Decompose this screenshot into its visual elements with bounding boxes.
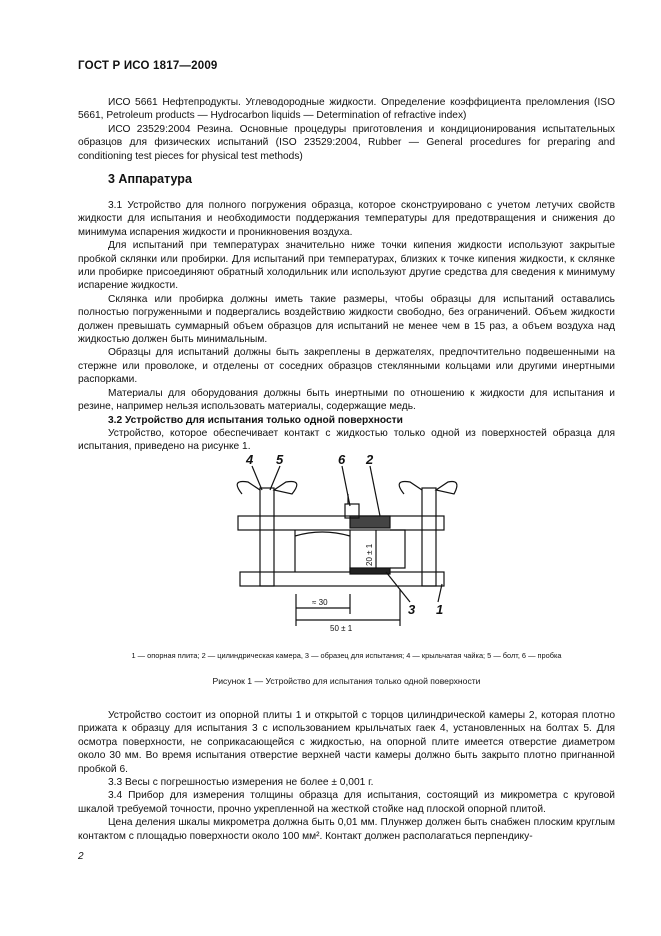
paragraph-closed-vessels: Для испытаний при температурах значительно ниже точки кипения жидкости используют закрытые пробкой склянки или пробирки. Для испытаний при температурах, близких к точке кипения жидкости, к склянке или пробирке присоединяют обратный холодильник или используют другие средства для сведения к минимуму испарение жидкости.: [78, 240, 615, 292]
callout-2: 2: [366, 452, 374, 467]
paragraph-3-1: 3.1 Устройство для полного погружения образца, которое сконструировано с учетом летучих свойств жидкости для испытания и необходимости поддержания температуры для предотвращения и снижения до минимума испарения жидкости и проникновения воздуха.: [78, 200, 615, 238]
paragraph-3-3: 3.3 Весы с погрешностью измерения не более ± 0,001 г.: [108, 777, 374, 789]
section-3-continued: [78, 709, 615, 843]
paragraph-3-2: Устройство, которое обеспечивает контакт с жидкостью только одной из поверхностей образца для испытания, приведено на рисунке 1.: [78, 427, 615, 453]
figure-legend: 1 — опорная плита; 2 — цилиндрическая камера, 3 — образец для испытания; 4 — крыльчатая чайка; 5 — болт, 6 — пробка: [131, 651, 562, 660]
dimension-height: 20 ± 1: [365, 543, 374, 566]
section-heading: 3 Аппаратура: [108, 172, 192, 186]
test-piece: [350, 568, 390, 574]
dimension-inner: ≈ 30: [312, 598, 328, 607]
dimension-outer: 50 ± 1: [330, 624, 353, 633]
right-bolt: [422, 488, 436, 586]
reference-iso-5661: ИСО 5661 Нефтепродукты. Углеводородные жидкости. Определение коэффициента преломления (ISO 5661, Petroleum products — Hydrocarbon liquids — Determination of refractive index): [78, 97, 615, 122]
document-header: ГОСТ Р ИСО 1817—2009: [78, 60, 218, 72]
page-number: 2: [78, 851, 84, 862]
figure-caption: Рисунок 1 — Устройство для испытания только одной поверхности: [212, 676, 481, 686]
callout-5: 5: [276, 452, 284, 467]
section-3-body: [78, 199, 615, 454]
callout-3: 3: [408, 602, 416, 617]
paragraph-3-4: 3.4 Прибор для измерения толщины образца для испытания, состоящий из микрометра с круговой шкалой требуемой точности, прочно укрепленной на жесткой стойке над плоской опорной плитой.: [78, 790, 615, 815]
paragraph-vessel-size: Склянка или пробирка должны иметь такие размеры, чтобы образцы для испытаний оставались полностью погруженными и подвергались воздействию жидкости свободно, без ограничений. Объем жидкости должен превышать суммарный объем образцов для испытаний не менее чем в 15 раз, а объем воздуха над жидкостью должен быть минимальным.: [78, 293, 615, 346]
base-plate: [240, 572, 444, 586]
callout-6: 6: [338, 452, 346, 467]
paragraph-holders: Образцы для испытаний должны быть закреплены в держателях, предпочтительно подвешенными на стержне или проволоке, и отделены от соседних образцов стеклянными кольцами или другими инертными распорками.: [78, 347, 615, 386]
subsection-3-2-heading: 3.2 Устройство для испытания только одной поверхности: [108, 414, 403, 426]
callout-1: 1: [436, 602, 444, 617]
paragraph-micrometer: Цена деления шкалы микрометра должна быть 0,01 мм. Плунжер должен быть снабжен плоским круглым контактом с площадью поверхности около 100 мм². Контакт должен располагаться перпендику-: [78, 817, 615, 842]
references-block: [78, 96, 615, 163]
paragraph-device-description: Устройство состоит из опорной плиты 1 и открытой с торцов цилиндрической камеры 2, которая плотно прижата к образцу для испытания 3 с использованием крыльчатых гаек 4, установленных на болтах 5. Для осмотра поверхности, не соприкасающейся с жидкостью, на опорной плите имеется отверстие диаметром около 30 мм. Во время испытания отверстие верхней части камеры должно быть закрыто плотно пригнанной пробкой 6.: [78, 710, 615, 775]
figure-1-drawing: [200, 444, 460, 634]
paragraph-materials: Материалы для оборудования должны быть инертными по отношению к жидкости для испытания и резине, например нельзя использовать материалы, содержащие медь.: [78, 387, 615, 413]
callout-4: 4: [246, 452, 254, 467]
reference-iso-23529: ИСО 23529:2004 Резина. Основные процедуры приготовления и кондиционирования испытательных образцов для физических испытаний (ISO 23529:2004, Rubber — General procedures for preparing and conditioning test pieces for physical test methods): [78, 123, 615, 162]
chamber-wall: [295, 530, 350, 572]
left-bolt: [260, 488, 274, 586]
chamber-flange: [238, 516, 444, 530]
